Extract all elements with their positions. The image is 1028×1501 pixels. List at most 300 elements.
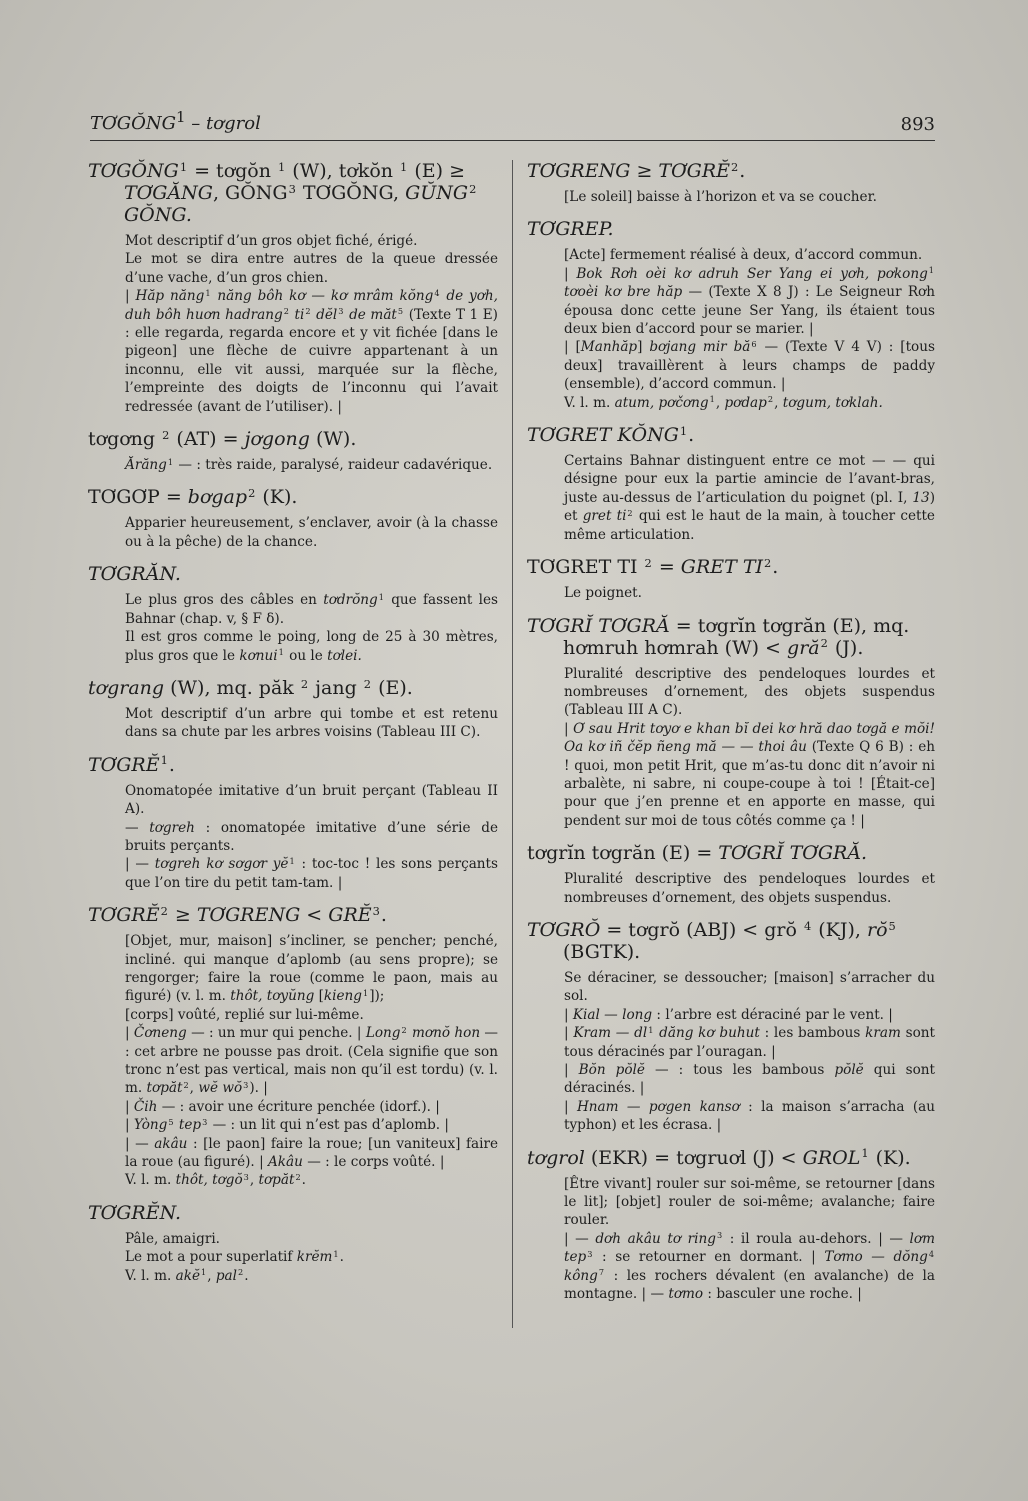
entry-headword <box>527 919 935 963</box>
entry-headword <box>88 160 498 226</box>
italic-run: tơgreh kơ sơgơr yĕ <box>154 856 289 873</box>
text-run: — : un lit qui n’est pas d’aplomb. | <box>208 1117 450 1134</box>
text-run: | <box>564 720 574 737</box>
text-run: (J). <box>828 636 864 659</box>
text-run: (E) ≥ <box>408 160 465 182</box>
dictionary-entry <box>527 218 935 412</box>
dictionary-entry <box>527 1147 935 1304</box>
italic-run: tơmo <box>668 1286 704 1303</box>
homonym-number: 3 <box>587 1248 593 1259</box>
italic-run: ti <box>289 306 305 323</box>
text-run: V. l. m. <box>125 1172 176 1189</box>
italic-run: de măt <box>344 306 397 323</box>
homonym-number: 1 <box>176 108 186 126</box>
text-run: (W). <box>309 428 357 451</box>
italic-run: de yơh, duh bôh huơn hadrang <box>125 288 498 323</box>
text-run: : il roula au-dehors. | — <box>723 1230 910 1247</box>
left-column <box>88 160 498 1297</box>
homonym-number: 1 <box>205 287 211 298</box>
homonym-number: 1 <box>160 753 168 768</box>
entry-definition <box>125 855 498 892</box>
homonym-number: 3 <box>243 1171 249 1182</box>
italic-run: GRĔ <box>328 904 372 927</box>
homonym-number: 1 <box>363 987 369 998</box>
text-run: [Être vivant] rouler sur soi-même, se retourner [dans le lit]; [objet] rouler de soi-même; avalanche; faire rouler. <box>564 1175 935 1229</box>
text-run: Certains Bahnar distinguent entre ce mot — — qui désigne pour eux la partie amincie de l’avant-bras, juste au-dessus de l’articulation du poignet (pl. I, <box>564 453 935 506</box>
dictionary-entry <box>527 615 935 831</box>
text-run: tơgrĭn tơgrăn (E) = <box>527 842 719 865</box>
homonym-number: 2 <box>363 676 372 691</box>
text-run: | <box>564 1098 577 1115</box>
homonym-number: 4 <box>928 1248 935 1259</box>
entry-definition <box>564 1230 935 1304</box>
entry-definition <box>564 338 935 393</box>
italic-run: năng bôh kơ — kơ mrâm kŏng <box>211 288 434 305</box>
entry-definition <box>125 1248 498 1266</box>
text-run: . <box>244 1267 249 1284</box>
text-run: | [ <box>564 339 581 356</box>
entry-definition <box>564 584 935 602</box>
homonym-number: 1 <box>709 394 715 405</box>
italic-run: kơnui <box>239 647 278 664</box>
text-run: V. l. m. <box>125 1267 176 1284</box>
entry-definition <box>564 969 935 1006</box>
homonym-number: 2 <box>764 555 772 570</box>
italic-run: Bŏn pŏlĕ <box>578 1062 645 1078</box>
italic-run: TƠGRĔN. <box>88 1201 182 1224</box>
homonym-number: 5 <box>168 1116 174 1127</box>
italic-run: thôt, tơyŭng <box>230 988 315 1005</box>
text-run: ). | <box>249 1080 268 1097</box>
text-run: ) et <box>564 489 935 525</box>
text-run: TƠGRET TI <box>527 556 644 579</box>
entry-definition <box>125 705 498 742</box>
text-run: | — <box>125 856 155 873</box>
text-run: . <box>168 753 175 776</box>
entry-definition <box>125 232 498 250</box>
text-run: — : le corps voûté. | <box>302 1154 445 1171</box>
text-run: (K). <box>256 486 298 509</box>
text-run: = tơgrŏ (ABJ) < grŏ <box>600 918 803 941</box>
text-run: (E). <box>372 676 413 699</box>
text-run: . <box>301 1172 306 1189</box>
italic-run: tơgrol <box>527 1146 585 1169</box>
text-run: TƠGƠP = <box>88 486 188 509</box>
entry-definition <box>125 456 498 474</box>
entry-headword <box>527 424 935 446</box>
italic-run: tơgum, tơklah. <box>782 394 883 411</box>
entry-definition <box>125 932 498 1006</box>
text-run: — (Texte V 4 V) : [tous deux] travaillèrent à leurs champs de paddy (ensemble), d’accord commun. | <box>564 339 935 393</box>
italic-run: Kram — dl <box>573 1025 648 1042</box>
dictionary-entry <box>88 160 498 416</box>
italic-run: tơlei. <box>327 647 362 664</box>
dictionary-entry <box>88 1202 498 1285</box>
text-run: (KJ), <box>812 918 867 941</box>
text-run: [ <box>314 988 324 1005</box>
entry-definition <box>564 1061 935 1098</box>
italic-run: mơnŏ hon <box>407 1025 481 1042</box>
homonym-number: 1 <box>201 1267 207 1278</box>
entry-definition <box>564 1175 935 1230</box>
entry-headword <box>88 486 498 508</box>
italic-run: pŏlĕ <box>834 1062 864 1078</box>
text-run: — <box>125 819 150 836</box>
text-run: , <box>249 1172 259 1189</box>
homonym-number: 2 <box>469 181 477 196</box>
text-run: (AT) = <box>170 428 245 451</box>
italic-run: Tơmo — dŏng <box>824 1249 928 1266</box>
text-run: : onomatopée imitative d’une série de bruits perçants. <box>125 819 498 854</box>
italic-run: Ơ sau Hrit tơyơ e khan bĭ dei kơ hră dao tơgă e mŏi! Oa kơ iñ čĕp ñeng mă — — thoi âu <box>564 720 935 756</box>
text-run: | — <box>564 1230 596 1247</box>
text-run: Apparier heureusement, s’enclaver, avoir (à la chasse ou à la pêche) de la chance. <box>125 515 498 550</box>
entry-headword <box>527 615 935 659</box>
entry-definition <box>564 188 935 206</box>
text-run: (Texte T 1 E) : elle regarda, regarda encore et y vit fichée [dans le pigeon] une flèche de cuivre appartenant à un inconnu, elle vit aussi, marquée sur la flèche, l’empreinte des doigts de l’inconnu qui l’avait redressée (avant de l’utiliser). | <box>125 306 498 415</box>
entry-definition <box>564 265 935 339</box>
text-run: ≥ <box>630 160 659 182</box>
page-number: 893 <box>900 114 935 135</box>
text-run: | <box>564 265 577 282</box>
italic-run: Long <box>365 1025 401 1042</box>
homonym-number: 3 <box>372 903 380 918</box>
italic-run: bơjang mir bă <box>649 339 751 356</box>
entry-definition <box>564 394 935 412</box>
entry-headword <box>88 1202 498 1224</box>
entry-definition <box>564 1098 935 1135</box>
running-head <box>90 108 261 134</box>
homonym-number: 1 <box>179 159 188 174</box>
entry-definition <box>564 452 935 544</box>
italic-run: Hăp năng <box>135 288 205 305</box>
italic-run: dơh akâu tơ ring <box>595 1230 716 1247</box>
italic-run: TƠGREP. <box>527 218 614 241</box>
dictionary-entry <box>527 424 935 544</box>
italic-run: Čơneng <box>133 1025 187 1042</box>
entry-definition <box>564 870 935 907</box>
text-run: V. l. m. <box>564 394 615 411</box>
italic-run: TƠGRĬ TƠGRĂ. <box>718 842 868 865</box>
text-run: | <box>564 1006 573 1023</box>
entry-definition <box>125 782 498 819</box>
text-run: . <box>339 1249 344 1266</box>
text-run: — (Texte X 8 J) : Le Seigneur Rơh épousa donc cette jeune Ser Yang, ils étaient tous deux bien d’accord pour se marier. | <box>564 284 935 338</box>
entry-definition <box>125 1230 498 1248</box>
italic-run: tơoèi kơ bre hăp <box>564 284 683 301</box>
homonym-number: 2 <box>183 1079 189 1090</box>
italic-run: akâu <box>154 1135 188 1152</box>
italic-run: Kial — long <box>572 1006 653 1023</box>
homonym-number: 3 <box>202 1116 208 1127</box>
homonym-number: 3 <box>338 306 344 317</box>
italic-run: TƠGRĔ <box>658 160 731 182</box>
entry-headword <box>88 904 498 926</box>
homonym-number: 1 <box>928 265 934 276</box>
italic-run: wĕ wŏ <box>198 1080 243 1097</box>
text-run: | <box>125 1025 134 1042</box>
text-run: Pluralité descriptive des pendeloques lourdes et nombreuses d’ornement, des objets suspendus (Tableau III A C). <box>564 665 935 719</box>
homonym-number: 1 <box>648 1024 654 1035</box>
entry-definition <box>564 1024 935 1061</box>
right-column <box>527 160 935 1315</box>
entry-definition <box>125 1006 498 1024</box>
italic-run: thôt, tơgŏ <box>175 1172 243 1189</box>
text-run: , <box>189 1080 199 1097</box>
text-run: Le mot se dira entre autres de la queue dressée d’une vache, d’un gros chien. <box>125 251 498 286</box>
italic-run: TƠGRĔ <box>88 753 160 776</box>
text-run: Mot descriptif d’un arbre qui tombe et est retenu dans sa chute par les arbres voisins (Tableau III C). <box>125 705 498 741</box>
text-run: que fassent les Bahnar (chap. v, § F δ). <box>125 592 499 627</box>
italic-run: kram <box>865 1025 901 1042</box>
text-run: | <box>125 1098 134 1115</box>
italic-run: Manhăp <box>580 339 638 356</box>
entry-headword <box>88 754 498 776</box>
text-run: , <box>774 394 783 411</box>
text-run: tơgơng <box>88 428 162 451</box>
homonym-number: 1 <box>167 456 174 467</box>
italic-run: Ărăng <box>125 457 167 474</box>
homonym-number: 3 <box>288 181 296 196</box>
homonym-number: 6 <box>751 338 757 349</box>
italic-run: tơdrŏng <box>323 592 378 609</box>
entry-headword <box>88 677 498 699</box>
text-run: (BGTK). <box>563 940 641 963</box>
italic-run: Yòng <box>133 1117 168 1134</box>
text-run: — : avoir une écriture penchée (idorf.). | <box>157 1098 440 1115</box>
homonym-number: 1 <box>278 159 286 174</box>
text-run: = <box>652 556 681 579</box>
text-run: ou le <box>284 647 328 664</box>
italic-run: pal <box>215 1267 238 1284</box>
italic-run: TƠGRET KŎNG <box>527 424 679 447</box>
homonym-number: 2 <box>238 1267 244 1278</box>
italic-run: dĕl <box>311 306 338 323</box>
dictionary-entry <box>527 842 935 907</box>
text-run: : se retourner en dormant. | <box>593 1249 825 1266</box>
homonym-number: 2 <box>283 306 289 317</box>
text-run: TƠGŎNG, <box>296 182 406 204</box>
italic-run: TƠGRENG <box>527 160 631 182</box>
text-run: : [le paon] faire la roue; [un vaniteux] faire la roue (au figuré). | <box>125 1135 498 1171</box>
italic-run: TƠGRĔ <box>88 904 160 927</box>
text-run: (W), tơkŏn <box>286 160 400 182</box>
italic-run: TƠGŎNG <box>90 113 177 134</box>
italic-run: TƠGRĂN. <box>88 563 181 586</box>
entry-headword <box>527 160 935 182</box>
text-run: : toc-toc ! les sons perçants que l’on tire du petit tam-tam. | <box>125 856 498 891</box>
homonym-number: 5 <box>397 306 404 317</box>
text-run: ] <box>637 339 650 356</box>
homonym-number: 2 <box>820 636 828 651</box>
text-run: [Le soleil] baisse à l’horizon et va se coucher. <box>564 189 877 205</box>
entry-definition <box>125 1116 498 1134</box>
entry-headword <box>527 1147 935 1169</box>
entry-definition <box>564 1006 935 1024</box>
text-run: , <box>207 1267 216 1284</box>
homonym-number: 1 <box>278 647 284 658</box>
homonym-number: 1 <box>400 159 408 174</box>
text-run: | <box>564 1025 574 1042</box>
text-run: jang <box>309 676 363 699</box>
italic-run: kieng <box>323 988 362 1005</box>
text-run: (K). <box>869 1146 911 1169</box>
text-run: Pâle, amaigri. <box>125 1230 220 1247</box>
text-run: [Objet, mur, maison] s’incliner, se pencher; penché, incliné. qui manque d’aplomb (au sens propre); se rengorger; faire la roue (comme le paon, mais au figuré) (v. l. m. <box>125 933 498 1005</box>
italic-run: TƠGRŎ <box>527 918 601 941</box>
entry-headword <box>88 563 498 585</box>
italic-run: tơpăt <box>146 1080 183 1097</box>
entry-headword <box>527 556 935 578</box>
italic-run: akĕ <box>175 1267 200 1284</box>
italic-run: rŏ <box>866 918 888 941</box>
dictionary-entry <box>88 904 498 1190</box>
homonym-number: 2 <box>644 555 652 570</box>
text-run: = tơgrĭn tơgrăn (E), mq. hơmruh hơmrah (W) < <box>563 614 910 659</box>
entry-definition <box>125 591 498 628</box>
homonym-number: 4 <box>803 918 812 933</box>
italic-run: TƠGRENG <box>196 904 301 927</box>
homonym-number: 2 <box>248 486 256 501</box>
italic-run: tơgreh <box>149 819 195 836</box>
italic-run: pơdap <box>724 394 767 411</box>
text-run: Le mot a pour superlatif <box>125 1249 297 1266</box>
dictionary-entry <box>527 919 935 1135</box>
text-run: , GŎNG <box>212 182 288 204</box>
homonym-number: 2 <box>627 507 633 518</box>
text-run: Le plus gros des câbles en <box>125 592 324 609</box>
italic-run: GŎNG. <box>124 204 192 226</box>
dictionary-entry <box>527 556 935 602</box>
entry-definition <box>564 665 935 720</box>
text-run: [corps] voûté, replié sur lui-même. <box>125 1006 364 1023</box>
text-run: : la maison s’arracha (au typhon) et les écrasa. | <box>564 1098 935 1134</box>
text-run: — : tous les bambous <box>644 1062 835 1078</box>
text-run: sont tous déracinés par l’ouragan. | <box>564 1025 936 1060</box>
text-run: – <box>185 113 207 134</box>
homonym-number: 7 <box>598 1267 605 1278</box>
text-run: Il est gros comme le poing, long de 25 à 30 mètres, plus gros que le <box>125 629 498 664</box>
column-divider <box>512 160 513 1328</box>
homonym-number: 2 <box>295 1171 301 1182</box>
text-run: . <box>380 904 387 927</box>
entry-definition <box>125 1171 498 1189</box>
entry-headword <box>88 428 498 450</box>
italic-run: bơgap <box>187 486 248 509</box>
italic-run: lơm tep <box>564 1230 935 1266</box>
homonym-number: 2 <box>731 159 739 174</box>
text-run: . <box>772 556 779 579</box>
entry-definition <box>125 1098 498 1116</box>
dictionary-entry <box>88 563 498 665</box>
text-run: : les rochers dévalent (en avalanche) de la montagne. | — <box>564 1267 935 1303</box>
entry-definition <box>125 514 498 551</box>
italic-run: krĕm <box>296 1249 333 1266</box>
dictionary-entry <box>88 428 498 474</box>
text-run: | <box>125 1117 134 1134</box>
italic-run: tơpăt <box>258 1172 295 1189</box>
italic-run: Bok Rơh oèi kơ adruh Ser Yang ei yơh, pơkong <box>576 265 928 282</box>
text-run: . <box>688 424 695 447</box>
homonym-number: 2 <box>401 1024 407 1035</box>
text-run: (Texte Q 6 B) : eh ! quoi, mon petit Hrit, que m’as-tu donc dit n’avoir ni arbalète, ni sabre, ni coupe-coupe à toi ! [Était-ce] pour que j’en prenne et en apporte en masse, qui pendent sur moi de tous côtés comme ça ! | <box>564 739 935 829</box>
homonym-number: 4 <box>434 287 440 298</box>
italic-run: jơgong <box>244 428 310 451</box>
homonym-number: 1 <box>679 423 688 438</box>
text-run: Se déraciner, se dessoucher; [maison] s’arracher du sol. <box>564 969 935 1005</box>
entry-definition <box>125 250 498 287</box>
text-run: | <box>564 1062 579 1078</box>
italic-run: TƠGRĬ TƠGRĂ <box>527 614 670 637</box>
homonym-number: 2 <box>162 427 170 442</box>
dictionary-entry <box>88 754 498 892</box>
homonym-number: 3 <box>716 1230 723 1241</box>
italic-run: atum, pơčơng <box>614 394 709 411</box>
text-run: : les bambous <box>759 1025 866 1042</box>
italic-run: kông <box>564 1267 598 1284</box>
italic-run: GŬNG <box>405 182 469 204</box>
italic-run: tơgrol <box>206 113 261 134</box>
homonym-number: 1 <box>289 855 295 866</box>
text-run: Le poignet. <box>564 585 642 602</box>
dictionary-entry <box>88 677 498 742</box>
homonym-number: 2 <box>767 394 774 405</box>
text-run: (W), mq. păk <box>164 676 300 699</box>
text-run: : l’arbre est déraciné par le vent. | <box>652 1006 893 1023</box>
italic-run: gret ti <box>582 508 627 525</box>
italic-run: TƠGĂNG <box>124 182 213 204</box>
text-run: , <box>715 394 725 411</box>
text-run: Pluralité descriptive des pendeloques lourdes et nombreuses d’ornement, des objets suspendus. <box>564 871 935 906</box>
text-run: Mot descriptif d’un gros objet fiché, érigé. <box>125 233 418 249</box>
text-run: | — <box>125 1135 155 1152</box>
text-run: — : un mur qui penche. | <box>186 1025 366 1042</box>
italic-run: GROL <box>802 1146 861 1169</box>
homonym-number: 2 <box>305 306 311 317</box>
italic-run: Akâu <box>267 1154 303 1171</box>
entry-definition <box>125 819 498 856</box>
entry-definition <box>125 1267 498 1285</box>
italic-run: Hnam — pơgen kansơ <box>576 1098 740 1115</box>
text-run: < <box>300 904 329 927</box>
text-run: ≥ <box>168 904 197 927</box>
dictionary-entry <box>88 486 498 551</box>
homonym-number: 1 <box>378 591 384 602</box>
italic-run: tep <box>174 1117 202 1134</box>
entry-definition <box>125 1135 498 1172</box>
text-run: (EKR) = tơgruơl (J) < <box>584 1146 803 1169</box>
text-run: Onomatopée imitative d’un bruit perçant (Tableau II A). <box>125 782 498 818</box>
homonym-number: 3 <box>243 1079 249 1090</box>
entry-definition <box>125 287 498 416</box>
text-run: [Acte] fermement réalisé à deux, d’accord commun. <box>564 247 923 264</box>
italic-run: GRET TI <box>680 556 764 579</box>
entry-definition <box>564 246 935 264</box>
italic-run: gră <box>787 636 820 659</box>
italic-run: tơgrang <box>88 676 165 699</box>
text-run: = tơgŏn <box>188 160 278 182</box>
text-run: qui sont déracinés. | <box>564 1062 935 1097</box>
dictionary-entry <box>527 160 935 206</box>
entry-definition <box>125 1024 498 1098</box>
entry-headword <box>527 842 935 864</box>
italic-run: dăng kơ buhut <box>654 1025 760 1042</box>
text-run: : basculer une roche. | <box>703 1286 862 1303</box>
text-run: | <box>125 288 136 305</box>
homonym-number: 2 <box>300 676 309 691</box>
italic-run: TƠGŎNG <box>88 160 179 182</box>
text-run: qui est le haut de la main, à toucher cette même articulation. <box>564 508 935 543</box>
